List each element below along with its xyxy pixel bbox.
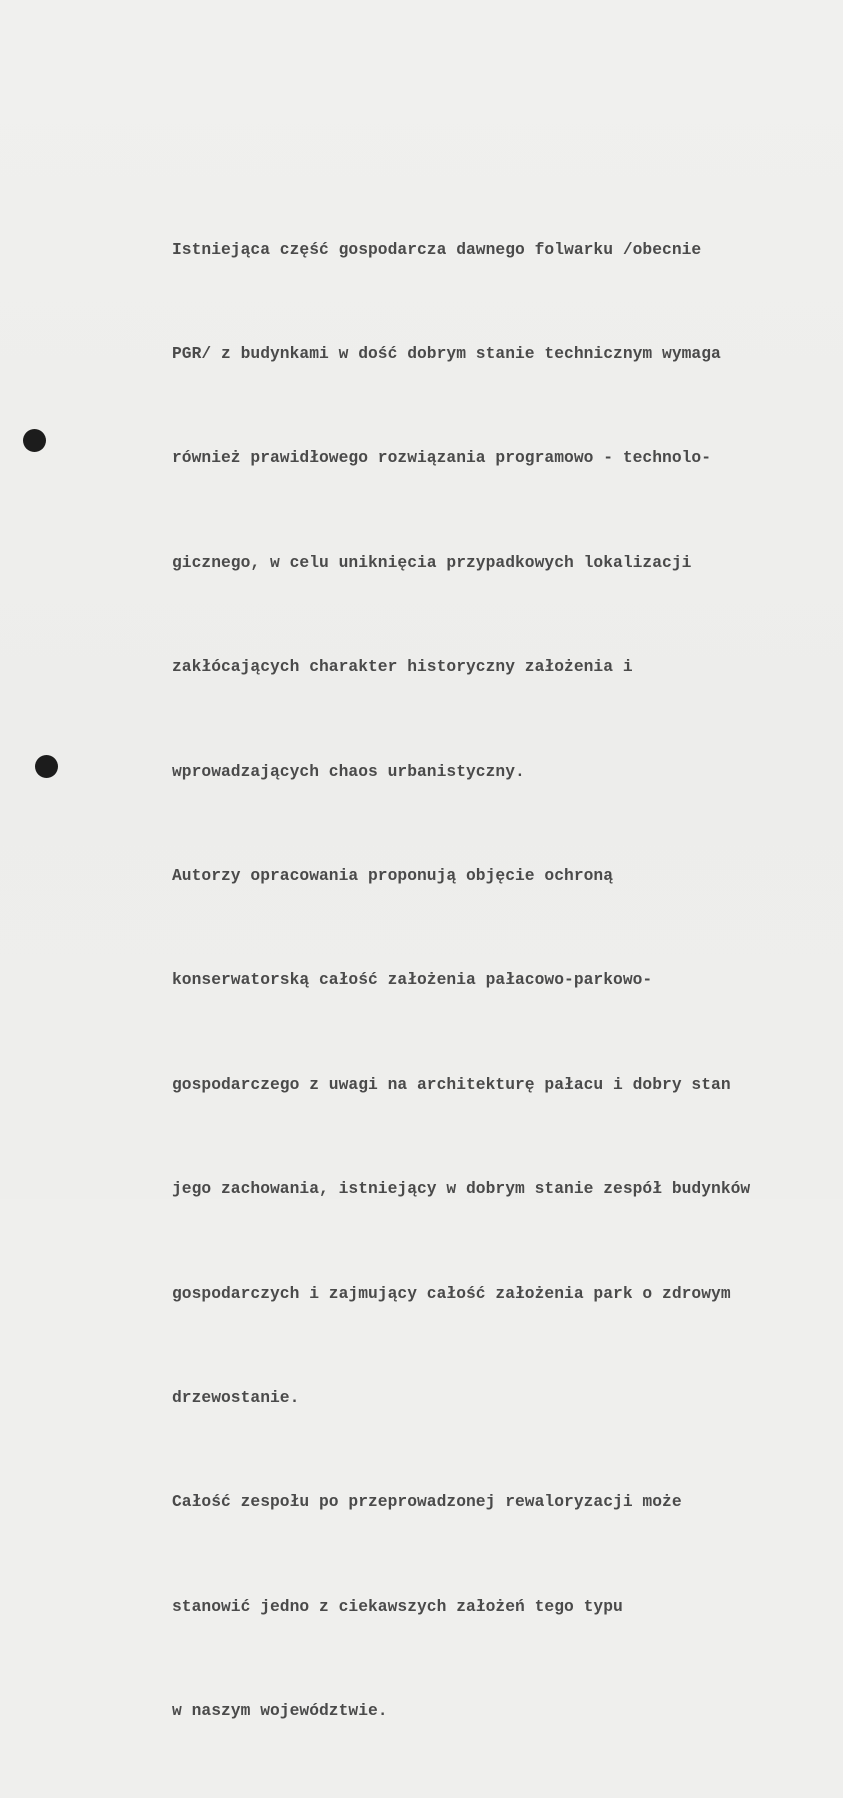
text-line: zakłócających charakter historyczny założenia i bbox=[172, 657, 633, 677]
text-line: w naszym województwie. bbox=[172, 1701, 388, 1721]
text-line: gospodarczego z uwagi na architekturę pałacu i dobry stan bbox=[172, 1074, 731, 1094]
text-line: stanowić jedno z ciekawszych założeń tego typu bbox=[172, 1596, 623, 1616]
text-line: wprowadzających chaos urbanistyczny. bbox=[172, 761, 525, 781]
text-line: również prawidłowego rozwiązania programowo - technolo- bbox=[172, 448, 712, 468]
text-line: gicznego, w celu uniknięcia przypadkowych lokalizacji bbox=[172, 552, 692, 572]
punch-hole bbox=[35, 755, 58, 778]
text-line: konserwatorską całość założenia pałacowo-parkowo- bbox=[172, 970, 653, 990]
typewritten-body bbox=[172, 163, 750, 1798]
text-line: drzewostanie. bbox=[172, 1387, 300, 1407]
text-line: Autorzy opracowania proponują objęcie ochroną bbox=[172, 865, 614, 885]
text-line: PGR/ z budynkami w dość dobrym stanie technicznym wymaga bbox=[172, 343, 721, 363]
text-line: Istniejąca część gospodarcza dawnego folwarku /obecnie bbox=[172, 239, 702, 259]
punch-hole bbox=[23, 429, 46, 452]
text-line: Całość zespołu po przeprowadzonej rewaloryzacji może bbox=[172, 1492, 682, 1512]
text-line: jego zachowania, istniejący w dobrym stanie zespół budynków bbox=[172, 1179, 751, 1199]
text-line: gospodarczych i zajmujący całość założenia park o zdrowym bbox=[172, 1283, 731, 1303]
